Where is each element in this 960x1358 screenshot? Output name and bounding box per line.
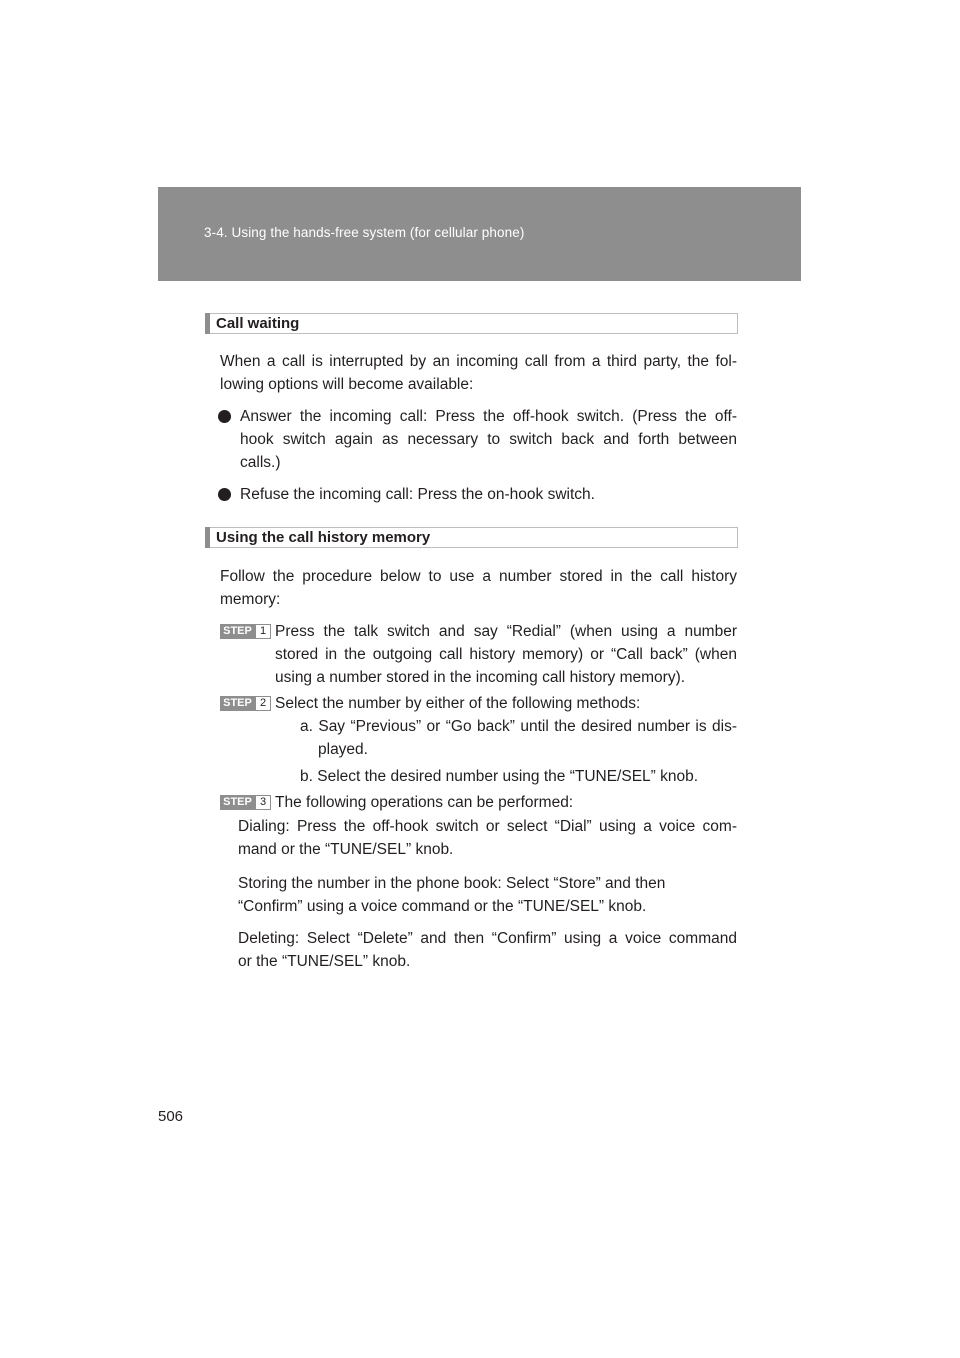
bullet1-line2: hook switch again as necessary to switch back and forth between	[240, 431, 737, 448]
bullet1-line3: calls.)	[240, 454, 281, 471]
option-a-line2: played.	[318, 741, 368, 758]
bullet-icon	[218, 483, 234, 499]
step-number: 1	[255, 624, 271, 639]
step1-marker	[220, 624, 270, 639]
call-waiting-intro-line2: lowing options will become available:	[220, 376, 474, 393]
dialing-line1: Dialing: Press the off-hook switch or select “Dial” using a voice com-	[238, 818, 737, 835]
chapter-section-title: 3-4. Using the hands-free system (for cellular phone)	[204, 225, 525, 240]
dialing-line2: mand or the “TUNE/SEL” knob.	[238, 841, 454, 858]
bullet2-text: Refuse the incoming call: Press the on-hook switch.	[240, 486, 595, 503]
step-label: STEP	[220, 696, 255, 711]
chapter-header-band	[158, 187, 801, 281]
step2-text: Select the number by either of the following methods:	[275, 695, 641, 712]
bullet1-line1: Answer the incoming call: Press the off-hook switch. (Press the off-	[240, 408, 737, 425]
step-label: STEP	[220, 624, 255, 639]
call-waiting-intro-line1: When a call is interrupted by an incoming call from a third party, the fol-	[220, 353, 737, 370]
step1-line3: using a number stored in the incoming call history memory).	[275, 669, 686, 686]
call-history-intro-line2: memory:	[220, 591, 281, 608]
option-b-text: b. Select the desired number using the “TUNE/SEL” knob.	[300, 768, 699, 785]
step1-line2: stored in the outgoing call history memory) or “Call back” (when	[275, 646, 737, 663]
call-history-intro-line1: Follow the procedure below to use a number stored in the call history	[220, 568, 737, 585]
call-waiting-heading: Call waiting	[216, 315, 300, 332]
page-number: 506	[158, 1108, 184, 1125]
bullet-icon	[218, 405, 234, 421]
call-history-heading-box	[205, 527, 738, 548]
deleting-line1: Deleting: Select “Delete” and then “Confirm” using a voice command	[238, 930, 737, 947]
call-waiting-heading-box	[205, 313, 738, 334]
call-history-heading: Using the call history memory	[216, 529, 431, 546]
storing-line2: “Confirm” using a voice command or the “TUNE/SEL” knob.	[238, 898, 647, 915]
option-a-line1: a. Say “Previous” or “Go back” until the desired number is dis-	[300, 718, 737, 735]
step1-line1: Press the talk switch and say “Redial” (when using a number	[275, 623, 737, 640]
step2-marker	[220, 696, 270, 711]
step3-marker	[220, 795, 270, 810]
deleting-line2: or the “TUNE/SEL” knob.	[238, 953, 411, 970]
step-label: STEP	[220, 795, 255, 810]
step-number: 3	[255, 795, 271, 810]
step3-text: The following operations can be performed:	[275, 794, 574, 811]
step-number: 2	[255, 696, 271, 711]
storing-line1: Storing the number in the phone book: Select “Store” and then	[238, 875, 666, 892]
